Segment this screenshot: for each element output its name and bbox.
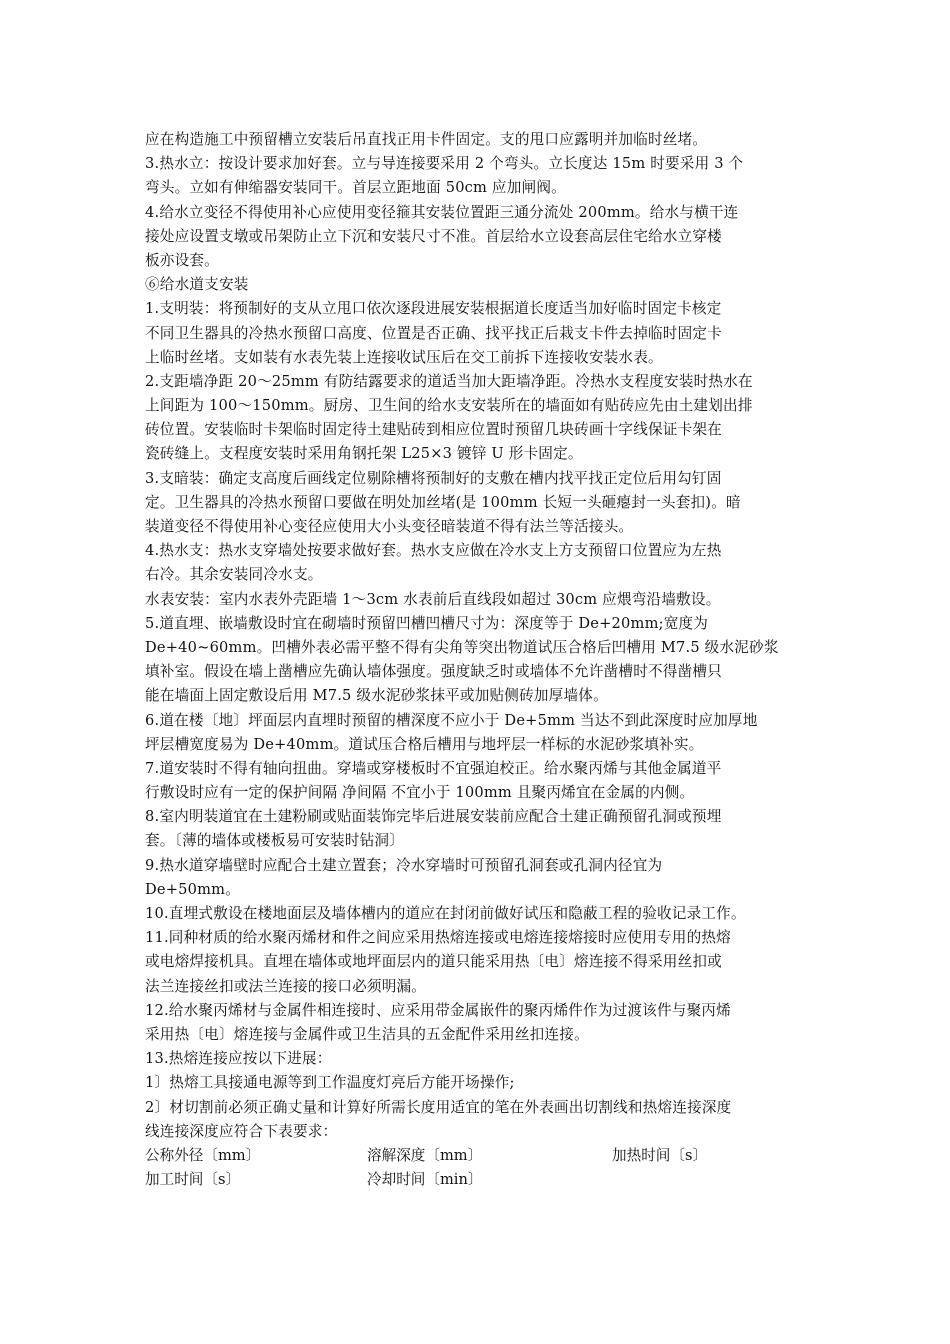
text-line: 2〕材切割前必须正确丈量和计算好所需长度用适宜的笔在外表画出切割线和热熔连接深度 (145, 1098, 732, 1116)
text-line: 1.支明装：将预制好的支从立甩口依次逐段进展安装根据道长度适当加好临时固定卡核定 (145, 300, 722, 318)
table-cell: 公称外径〔mm〕 (145, 1146, 261, 1164)
text-line: 装道变径不得使用补心变径应使用大小头变径暗装道不得有法兰等活接头。 (145, 518, 634, 535)
text-line: 应在构造施工中预留槽立安装后吊直找正用卡件固定。支的甩口应露明并加临时丝堵。 (145, 131, 708, 148)
text-line: 瓷砖缝上。支程度安装时采用角钢托架 L25×3 镀锌 U 形卡固定。 (145, 445, 583, 463)
text-line: 右冷。其余安装同冷水支。 (145, 566, 323, 584)
text-line: 不同卫生器具的冷热水预留口高度、位置是否正确、找平找正后栽支卡件去掉临时固定卡 (145, 324, 722, 342)
text-line: 填补室。假设在墙上凿槽应先确认墙体强度。强度缺乏时或墙体不允许凿槽时不得凿槽只 (145, 663, 722, 681)
text-line: 水表安装：室内水表外壳距墙 1～3cm 水表前后直线段如超过 30cm 应煨弯沿墙敷设。 (145, 590, 721, 608)
text-line: 9.热水道穿墙壁时应配合土建立置套；冷水穿墙时可预留孔洞套或孔洞内径宜为 (145, 856, 663, 874)
table-cell: 加热时间〔s〕 (612, 1146, 708, 1164)
text-line: 或电熔焊接机具。直埋在墙体或地坪面层内的道只能采用热〔电〕熔连接不得采用丝扣或 (145, 953, 722, 971)
table-row (145, 1144, 825, 1168)
text-line: 行敷设时应有一定的保护间隔 净间隔 不宜小于 100mm 且聚丙烯宜在金属的内侧。 (145, 784, 695, 802)
text-line: 10.直埋式敷设在楼地面层及墙体槽内的道应在封闭前做好试压和隐蔽工程的验收记录工作。 (145, 905, 746, 922)
text-line: 采用热〔电〕熔连接与金属件或卫生洁具的五金配件采用丝扣连接。 (145, 1025, 589, 1043)
text-line: De+40~60mm。凹槽外表必需平整不得有尖角等突出物道试压合格后凹槽用 M7.5 级水泥砂浆 (145, 638, 779, 656)
text-line: 接处应设置支墩或吊架防止立下沉和安装尺寸不准。首层给水立设套高层住宅给水立穿楼 (145, 227, 722, 245)
table-cell: 冷却时间〔min〕 (367, 1171, 483, 1189)
text-line: 8.室内明装道宜在土建粉刷或贴面装饰完毕后进展安装前应配合土建正确预留孔洞或预埋 (145, 808, 722, 826)
text-line: De+50mm。 (145, 880, 241, 898)
table-cell: 加工时间〔s〕 (145, 1171, 241, 1189)
text-line: 6.道在楼〔地〕坪面层内直埋时预留的槽深度不应小于 De+5mm 当达不到此深度时应加厚地 (145, 711, 758, 729)
text-line: 7.道安装时不得有轴向扭曲。穿墙或穿楼板时不宜强迫校正。给水聚丙烯与其他金属道平 (145, 759, 722, 777)
document-page (145, 128, 825, 1192)
text-line: 4.热水支：热水支穿墙处按要求做好套。热水支应做在冷水支上方支预留口位置应为左热 (145, 542, 722, 560)
text-line: 板亦设套。 (145, 251, 219, 269)
table-row (145, 1168, 825, 1192)
text-line: 定。卫生器具的冷热水预留口要做在明处加丝堵(是 100mm 长短一头砸瘪封一头套扣)。暗 (145, 493, 741, 511)
text-line: 13.热熔连接应按以下进展： (145, 1050, 332, 1068)
text-line: 上临时丝堵。支如装有水表先装上连接收试压后在交工前拆下连接收安装水表。 (145, 348, 663, 366)
text-line: 1〕热熔工具接通电源等到工作温度灯亮后方能开场操作; (145, 1074, 515, 1092)
text-line: 法兰连接丝扣或法兰连接的接口必须明漏。 (145, 977, 427, 995)
text-line: 线连接深度应符合下表要求： (145, 1122, 338, 1140)
text-line: 11.同种材质的给水聚丙烯材和件之间应采用热熔连接或电熔连接熔接时应使用专用的热熔 (145, 929, 731, 947)
text-line: 3.支暗装：确定支高度后画线定位剔除槽将预制好的支敷在槽内找平找正定位后用勾钉固 (145, 469, 722, 487)
document-body (145, 128, 825, 1144)
table-cell: 溶解深度〔mm〕 (367, 1146, 483, 1164)
text-line: 弯头。立如有伸缩器安装同干。首层立距地面 50cm 应加闸阀。 (145, 179, 566, 197)
text-line: 2.支距墙净距 20～25mm 有防结露要求的道适当加大距墙净距。冷热水支程度安装时热水在 (145, 372, 753, 390)
text-line: 能在墙面上固定敷设后用 M7.5 级水泥砂浆抹平或加贴侧砖加厚墙体。 (145, 687, 608, 705)
text-line: 上间距为 100～150mm。厨房、卫生间的给水支安装所在的墙面如有贴砖应先由土建划出排 (145, 397, 753, 415)
text-line: ⑥给水道支安装 (145, 276, 249, 294)
text-line: 套。〔薄的墙体或楼板易可安装时钻洞〕 (145, 832, 404, 850)
text-line: 12.给水聚丙烯材与金属件相连接时、应采用带金属嵌件的聚丙烯件作为过渡该件与聚丙烯 (145, 1001, 731, 1019)
text-line: 砖位置。安装临时卡架临时固定待土建贴砖到相应位置时预留几块砖画十字线保证卡架在 (145, 421, 722, 439)
text-line: 5.道直埋、嵌墙敷设时宜在砌墙时预留凹槽凹槽尺寸为：深度等于 De+20mm;宽度为 (145, 614, 709, 632)
text-line: 坪层槽宽度易为 De+40mm。道试压合格后槽用与地坪层一样标的水泥砂浆填补实。 (145, 735, 704, 753)
text-line: 3.热水立：按设计要求加好套。立与导连接要采用 2 个弯头。立长度达 15m 时要采用 3 个 (145, 155, 744, 173)
text-line: 4.给水立变径不得使用补心应使用变径箍其安装位置距三通分流处 200mm。给水与横干连 (145, 203, 739, 221)
